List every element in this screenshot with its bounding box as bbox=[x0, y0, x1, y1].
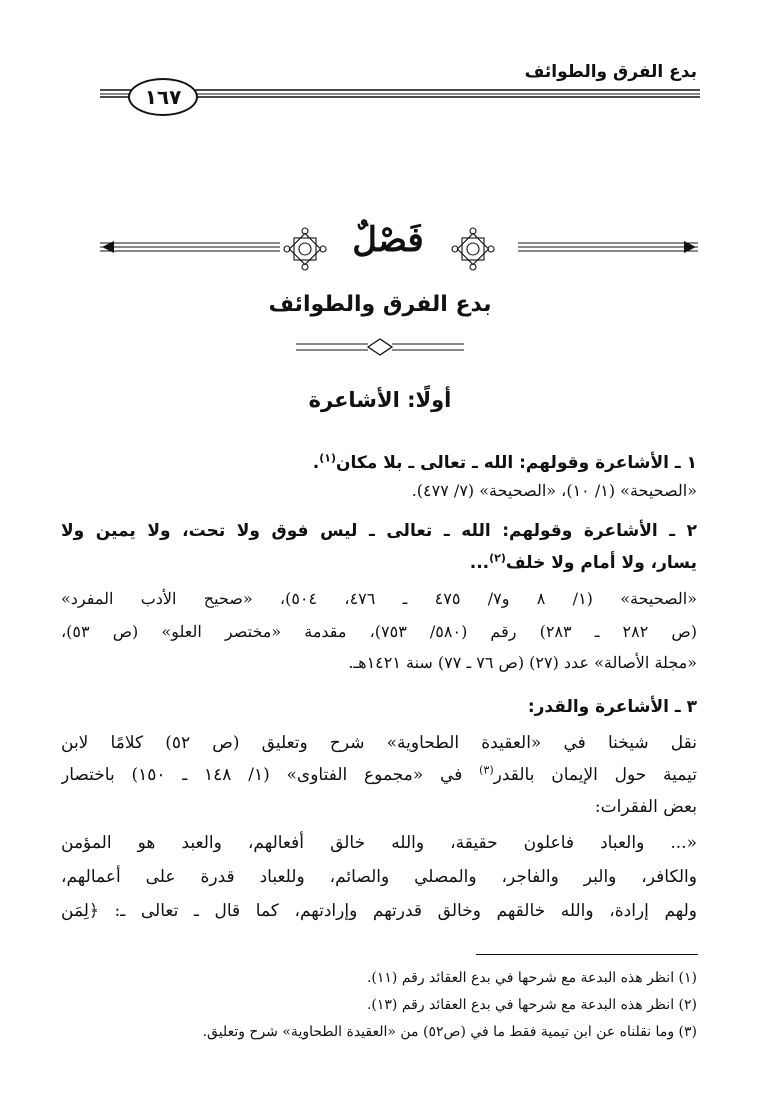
page-number: ١٦٧ bbox=[144, 85, 182, 109]
diamond-divider bbox=[296, 338, 464, 356]
footnote-separator bbox=[476, 954, 698, 955]
footnote-3: (٣) وما نقلناه عن ابن تيمية فقط ما في (ص٥٢) من «العقيدة الطحاوية» شرح وتعليق. bbox=[202, 1024, 697, 1040]
item-3-quote-line1: «... والعباد فاعلون حقيقة، والله خالق أفعالهم، والعبد هو المؤمن bbox=[61, 833, 697, 853]
footnote-2: (٢) انظر هذه البدعة مع شرحها في بدع العقائد رقم (١٣). bbox=[366, 997, 697, 1013]
item-1-heading: ١ ـ الأشاعرة وقولهم: الله ـ تعالى ـ بلا مكان$^{(١)}$. bbox=[312, 451, 697, 473]
chapter-word: فَصْلٌ bbox=[352, 220, 424, 260]
item-3-para-line3: بعض الفقرات: bbox=[594, 797, 697, 817]
item-2-refs-line1: «الصحيحة» (١/ ٨ و٧/ ٤٧٥ ـ ٤٧٦، ٥٠٤)، «صحيح الأدب المفرد» bbox=[61, 589, 697, 608]
item-2-heading-line2: يسار، ولا أمام ولا خلف$^{(٢)}$... bbox=[469, 551, 697, 573]
item-1-refs: «الصحيحة» (١/ ١٠)، «الصحيحة» (٧/ ٤٧٧). bbox=[411, 481, 697, 500]
subsection-title: أولًا: الأشاعرة bbox=[308, 388, 452, 412]
star-ornament-icon bbox=[282, 226, 328, 272]
star-ornament-icon bbox=[450, 226, 496, 272]
section-title: بدع الفرق والطوائف bbox=[268, 292, 492, 317]
item-3-para-line2: تيمية حول الإيمان بالقدر$^{(٣)}$ في «مجموع الفتاوى» (١/ ١٤٨ ـ ١٥٠) باختصار bbox=[61, 763, 697, 785]
running-title: بدع الفرق والطوائف bbox=[524, 62, 697, 82]
item-2-refs-line2: (ص ٢٨٢ ـ ٢٨٣) رقم (٥٨٠/ ٧٥٣)، مقدمة «مختصر العلو» (ص ٥٣)، bbox=[61, 622, 697, 641]
item-3-quote-line3: ولهم إرادة، والله خالقهم وخالق قدرتهم وإرادتهم، كما قال ـ تعالى ـ: ﴿لِمَن bbox=[61, 901, 697, 921]
page-number-badge bbox=[128, 78, 198, 116]
item-3-quote-line2: والكافر، والبر والفاجر، والمصلي والصائم، وللعباد قدرة على أعمالهم، bbox=[61, 867, 697, 887]
item-3-heading: ٣ ـ الأشاعرة والقدر: bbox=[527, 697, 697, 717]
footnote-1: (١) انظر هذه البدعة مع شرحها في بدع العقائد رقم (١١). bbox=[366, 970, 697, 986]
item-2-refs-line3: «مجلة الأصالة» عدد (٢٧) (ص ٧٦ ـ ٧٧) سنة ١٤٢١هـ. bbox=[348, 653, 697, 672]
item-3-para-line1: نقل شيخنا في «العقيدة الطحاوية» شرح وتعليق (ص ٥٢) كلامًا لابن bbox=[61, 733, 697, 753]
item-2-heading-line1: ٢ ـ الأشاعرة وقولهم: الله ـ تعالى ـ ليس فوق ولا تحت، ولا يمين ولا bbox=[61, 521, 697, 541]
